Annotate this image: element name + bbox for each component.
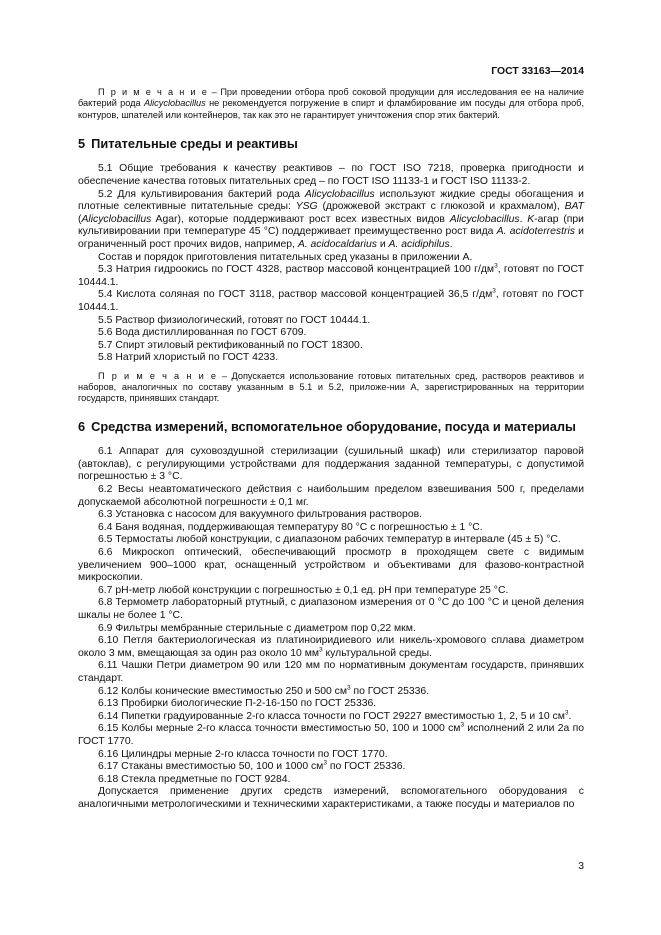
- para-6-11: 6.11 Чашки Петри диаметром 90 или 120 мм по нормативным документам государств, принявших стандарт.: [78, 660, 584, 684]
- para-5-3: 5.3 Натрия гидроокись по ГОСТ 4328, раствор массовой концентрацией 100 $г/дм^3$, готовят по ГОСТ 10444.1.: [78, 262, 584, 288]
- note-label: П р и м е ч а н и е: [98, 87, 209, 97]
- para-6-2: 6.2 Весы неавтоматического действия с наибольшим пределом взвешивания 500 г, пределами допускаемой абсолютной погрешности ± 0,1 мг.: [78, 484, 584, 508]
- document-id-header: ГОСТ 33163—2014: [491, 66, 584, 77]
- para-5-2-composition: Состав и порядок приготовления питательных сред указаны в приложении А.: [98, 251, 473, 263]
- para-5-5: 5.5 Раствор физиологический, готовят по ГОСТ 10444.1.: [98, 314, 371, 326]
- para-6-5: 6.5 Термостаты любой конструкции, с диапазоном рабочих температур в интервале (45 ± 5) °С.: [98, 534, 561, 546]
- page-number: 3: [578, 861, 584, 872]
- para-6-13: 6.13 Пробирки биологические П-2-16-150 по ГОСТ 25336.: [98, 698, 377, 710]
- section-6-heading: 6 Средства измерений, вспомогательное оборудование, посуда и материалы: [78, 418, 576, 434]
- section-5-heading: 5 Питательные среды и реактивы: [78, 135, 298, 151]
- para-5-8: 5.8 Натрий хлористый по ГОСТ 4233.: [98, 352, 279, 364]
- para-5-4: 5.4 Кислота соляная по ГОСТ 3118, раствор массовой концентрацией 36,5 $г/дм^3$, готовят по ГОСТ 10444.1.: [78, 287, 585, 313]
- note-sampling: П р и м е ч а н и е – При проведении отбора проб соковой продукции для исследования ее на наличие бактерий рода Alicyclobacillus не рекомендуется погружение в спирт и фламбирование им посуды для отбора проб, контуров, шпателей или контейнеров, так как это не гарантирует уничтожения спор этих бактерий.: [78, 87, 584, 120]
- para-6-4: 6.4 Баня водяная, поддерживающая температуру 80 °С с погрешностью ± 1 °С.: [98, 521, 483, 533]
- para-6-1: 6.1 Аппарат для суховоздушной стерилизации (сушильный шкаф) или стерилизатор паровой (автоклав), с регулирующими устройствами для поддержания заданной температуры, с допустимой погрешностью ± 3 °С.: [78, 446, 584, 483]
- note-ready-media: П р и м е ч а н и е – Допускается использование готовых питательных сред, растворов реактивов и наборов, аналогичных по составу указанным в 5.1 и 5.2, приложе-нии А, зарегистрированных на территории государств, принявших стандарт.: [78, 370, 584, 404]
- para-6-6: 6.6 Микроскоп оптический, обеспечивающий просмотр в проходящем свете с видимым увеличением 900–1000 крат, оснащенный устройством и объективами для фазово-контрастной микроскопии.: [78, 547, 584, 584]
- para-5-2: 5.2 Для культивирования бактерий рода Alicyclobacillus используют жидкие среды обогащения и плотные селективные питательные среды: YSG (дрожжевой экстракт с глюкозой и крахмалом), BAT (Alicyclobacillus Agar), которые поддерживают рост всех известных видов Alicyclobacillus. K-агар (при культивировании при температуре 45 °С) поддерживает преимущественно рост вида A. acidoterrestris и ограниченный рост прочих видов, например, A. acidocaldarius и A. acidiphilus.: [78, 188, 584, 250]
- para-6-12: 6.12 Колбы конические вместимостью 250 и 500 $см^3$ по ГОСТ 25336.: [98, 684, 430, 697]
- para-6-3: 6.3 Установка с насосом для вакуумного фильтрования растворов.: [98, 509, 423, 521]
- para-6-16: 6.16 Цилиндры мерные 2-го класса точности по ГОСТ 1770.: [98, 748, 388, 760]
- para-5-7: 5.7 Спирт этиловый ректификованный по ГОСТ 18300.: [98, 339, 363, 351]
- para-6-15: 6.15 Колбы мерные 2-го класса точности вместимостью 50, 100 и 1000 $см^3$ исполнений 2 или 2а по ГОСТ 1770.: [78, 721, 585, 747]
- para-6-10: 6.10 Петля бактериологическая из платиноиридиевого или никель-хромового сплава диаметром около 3 мм, вмещающая за один раз около 10 $мм^3$ культуральной среды.: [78, 635, 584, 659]
- page-content: [78, 87, 584, 812]
- para-6-8: 6.8 Термометр лабораторный ртутный, с диапазоном измерения от 0 °С до 100 °С и ценой деления шкалы не более 1 °С.: [78, 597, 584, 621]
- para-5-1: 5.1 Общие требования к качеству реактивов – по ГОСТ ISO 7218, проверка пригодности и обеспечение качества готовых питательных сред – по ГОСТ ISO 11133-1 и ГОСТ ISO 11133-2.: [78, 163, 584, 187]
- para-6-17: 6.17 Стаканы вместимостью 50, 100 и 1000 $см^3$ по ГОСТ 25336.: [98, 759, 406, 773]
- note-label: П р и м е ч а н и е: [98, 370, 218, 381]
- para-6-allowance: Допускается применение других средств измерений, вспомогательного оборудования с аналогичными метрологическими и техническими характеристиками, а также посуды и материалов по: [78, 786, 584, 810]
- para-6-7: 6.7 рН-метр любой конструкции с погрешностью ± 0,1 ед. рН при температуре 25 °С.: [98, 584, 509, 596]
- para-6-18: 6.18 Стекла предметные по ГОСТ 9284.: [98, 773, 291, 785]
- para-5-6: 5.6 Вода дистиллированная по ГОСТ 6709.: [98, 327, 307, 339]
- para-6-9: 6.9 Фильтры мембранные стерильные с диаметром пор 0,22 мкм.: [98, 622, 416, 634]
- para-6-14: 6.14 Пипетки градуированные 2-го класса точности по ГОСТ 29227 вместимостью 1, 2, 5 и 10 $см^3$.: [98, 709, 572, 722]
